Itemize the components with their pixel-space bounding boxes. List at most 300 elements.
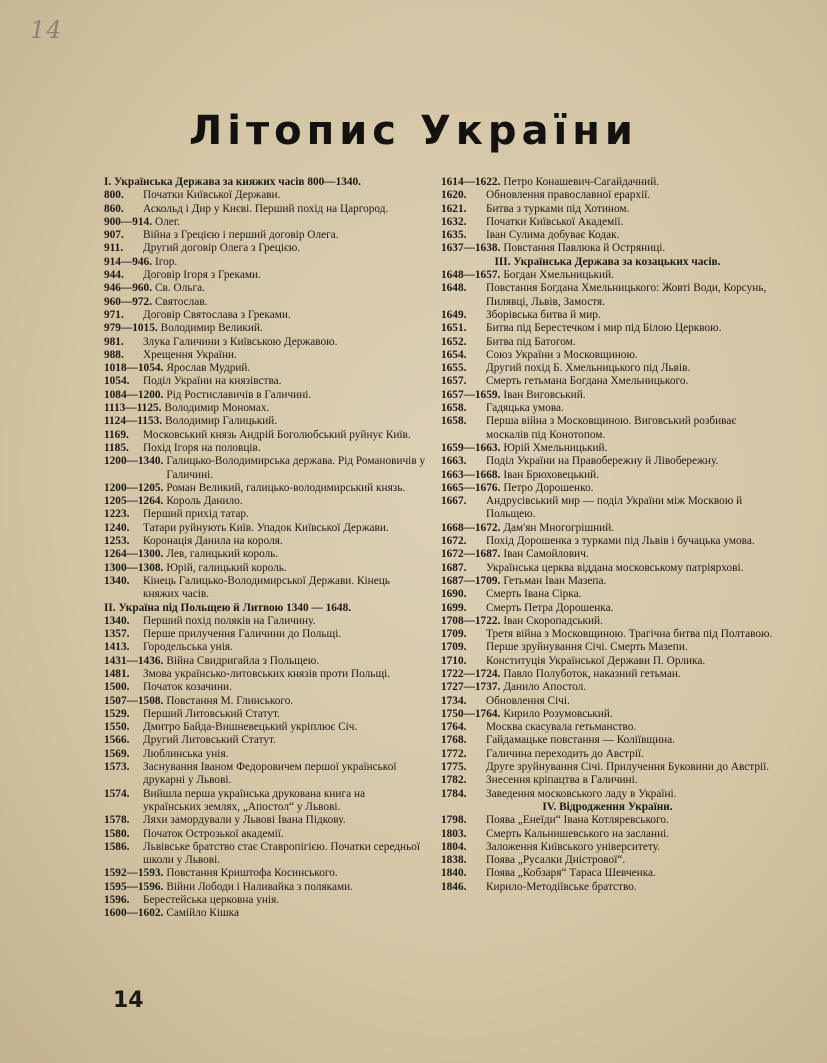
entry-text: Юрій, галицький король. [166,561,287,574]
entry-year: 1240. [104,521,130,534]
chronology-entry [104,455,426,482]
entry-text: Заложення Київського університету. [486,840,661,853]
entry-year: 1840. [441,867,467,880]
entry-year: 1667. [441,495,467,508]
entry-text: Битва під Батогом. [486,335,576,348]
entry-text: Ярослав Мудрий. [166,362,251,375]
entry-text: Городельська унія. [143,641,233,654]
entry-year: 1658. [441,402,467,415]
entry-text: Початки Київської Держави. [143,189,281,202]
chronology-entry [441,176,774,189]
entry-year: 1500. [104,681,130,694]
entry-text: Смерть Кальнишевського на засланні. [486,827,670,840]
entry-text: Коронація Данила на короля. [143,535,283,548]
entry-year: 800. [104,189,124,202]
chronology-entry [441,455,774,468]
section-heading [104,602,426,615]
entry-text: Іван Самойлович. [503,548,589,561]
entry-text: Аскольд і Дир у Києві. Перший похід на Царгород. [143,202,389,215]
entry-text: Поділ України на Правобережну й Лівобережну. [486,455,719,468]
entry-year: 1185. [104,441,129,454]
entry-text: Хрещення України. [143,348,237,361]
entry-text: Другий похід Б. Хмельницького під Львів. [486,362,691,375]
entry-year: 1655. [441,362,467,375]
entry-text: Початки Київської Академії. [486,215,624,228]
chronology-entry [441,362,774,375]
chronology-entry [104,628,426,641]
chronology-entry [104,402,426,415]
entry-text: Змова українсько-литовських князів проти Польщі. [143,667,391,680]
chronology-entry [104,881,426,894]
chronology-entry [441,203,774,216]
entry-year: 1708—1722. [441,614,501,627]
entry-text: Святослав. [155,295,208,308]
entry-year: 1637—1638. [441,242,501,255]
chronology-entry [104,655,426,668]
chronology-entry [104,216,426,229]
chronology-entry [104,349,426,362]
chronology-entry [441,615,774,628]
entry-text: Галичина переходить до Австрії. [486,747,644,760]
entry-year: 1648—1657. [441,269,501,282]
entry-year: 1340. [104,614,130,627]
entry-year: 1569. [104,747,130,760]
entry-text: Смерть Івана Сірка. [486,588,582,601]
entry-text: Договір Святослава з Греками. [143,308,291,321]
chronology-entry [441,641,774,654]
entry-year: 1804. [441,840,467,853]
chronology-entry [441,721,774,734]
entry-year: 1578. [104,814,130,827]
entry-text: Перша війна з Московщиною. Виговський розбиває москалів під Конотопом. [486,415,737,441]
chronology-entry [441,814,774,827]
entry-text: Зборівська битва й мир. [486,308,601,321]
chronology-entry [441,229,774,242]
entry-text: Петро Конашевич-Сагайдачний. [503,176,660,188]
entry-text: Повстання Криштофа Косинського. [166,867,338,880]
entry-text: Московський князь Андрій Боголюбський руйнує Київ. [143,428,411,441]
entry-text: Похід Дорошенка з турками під Львів і бучацька умова. [486,535,755,548]
page-number: 14 [113,988,144,1013]
chronology-entry [104,708,426,721]
entry-text: Злука Галичини з Київською Державою. [143,335,338,348]
chronology-entry [441,282,774,309]
entry-text: Дам'ян Многогрішний. [503,521,615,534]
entry-year: 1200—1205. [104,481,164,494]
chronology-column-left [104,176,426,921]
section-heading: III. Українська Держава за козацьких часів. [494,255,721,268]
entry-year: 1690. [441,588,467,601]
entry-year: 1657—1659. [441,388,501,401]
chronology-entry [441,668,774,681]
entry-text: Кирило-Методіївське братство. [486,880,637,893]
chronology-entry [104,814,426,827]
entry-year: 1750—1764. [441,707,501,720]
chronology-entry [104,748,426,761]
entry-year: 860. [104,202,124,215]
entry-text: Рід Ростиславичів в Галичині. [166,388,312,401]
entry-year: 1340. [104,574,130,587]
chronology-entry [441,854,774,867]
entry-text: Війни Лободи і Наливайка з поляками. [166,880,353,893]
entry-text: Битва під Берестечком і мир під Білою Церквою. [486,322,722,335]
entry-year: 1672. [441,535,467,548]
chronology-entry [104,389,426,402]
chronology-entry [441,375,774,388]
entry-year: 1566. [104,734,130,747]
entry-year: 944. [104,269,124,282]
chronology-entry [104,242,426,255]
entry-year: 1657. [441,375,467,388]
entry-year: 1413. [104,641,130,654]
entry-text: Українська церква віддана московському патріярхові. [486,561,744,574]
entry-text: Татари руйнують Київ. Упадок Київської Держави. [143,521,389,534]
entry-year: 946—960. [104,282,153,295]
entry-year: 1768. [441,734,467,747]
chronology-entry [104,362,426,375]
entry-text: Москва скасувала гетьманство. [486,721,637,734]
entry-text: Роман Великий, галицько-володимирський князь. [166,481,406,494]
chronology-entry [104,641,426,654]
chronology-entry [441,322,774,335]
chronology-entry [441,216,774,229]
entry-year: 1621. [441,202,467,215]
entry-year: 1775. [441,761,467,774]
entry-year: 1507—1508. [104,694,164,707]
chronology-entry [441,336,774,349]
chronology-entry [104,615,426,628]
entry-year: 1838. [441,854,467,867]
entry-text: Війна Свидригайла з Польщею. [166,654,320,667]
entry-year: 1727—1737. [441,681,501,694]
entry-text: Похід Ігоря на половців. [143,441,261,454]
entry-year: 1734. [441,694,467,707]
entry-text: Третя війна з Московщиною. Трагічна битва під Полтавою. [486,628,773,641]
chronology-entry [441,495,774,522]
page-title: Літопис України [189,108,638,154]
chronology-entry [104,894,426,907]
chronology-entry [104,336,426,349]
chronology-entry [441,469,774,482]
chronology-entry [104,907,426,920]
entry-text: Олег. [155,215,181,228]
entry-text: Повстання Богдана Хмельницького: Жовті Води, Корсунь, Пилявці, Львів, Замостя. [486,282,767,308]
entry-year: 1595—1596. [104,880,164,893]
chronology-entry [104,734,426,747]
entry-text: Ігор. [155,255,178,268]
chronology-entry [104,322,426,335]
chronology-entry [104,695,426,708]
entry-text: Договір Ігоря з Греками. [143,269,261,282]
entry-year: 1668—1672. [441,521,501,534]
entry-year: 1709. [441,628,467,641]
section-title: І. Українська Держава за княжих часів 800—1340. [104,176,361,188]
entry-text: Данило Апостол. [503,681,587,694]
chronology-entry [441,442,774,455]
entry-year: 1054. [104,375,130,388]
entry-text: Війна з Грецією і перший договір Олега. [143,229,339,242]
chronology-entry [441,867,774,880]
chronology-entry [104,841,426,868]
entry-year: 1710. [441,654,467,667]
entry-text: Початок Острозької академії. [143,827,284,840]
entry-text: Обновлення Січі. [486,694,570,707]
chronology-entry [441,575,774,588]
chronology-entry [104,535,426,548]
chronology-entry [104,296,426,309]
chronology-entry [441,535,774,548]
entry-text: Заснування Іваном Федоровичем першої української друкарні у Львові. [143,761,397,787]
entry-year: 1580. [104,827,130,840]
chronology-entry [104,668,426,681]
entry-text: Ляхи замордували у Львові Івана Підкову. [143,814,346,827]
chronology-entry [441,389,774,402]
chronology-entry [104,282,426,295]
section-title: II. Україна під Польщею й Литвою 1340 — 1648. [104,601,352,614]
chronology-entry [441,402,774,415]
chronology-entry [441,602,774,615]
entry-text: Гайдамацьке повстання — Коліївщина. [486,734,676,747]
entry-year: 1205—1264. [104,495,164,508]
entry-year: 1663—1668. [441,468,501,481]
section-heading: IV. Відродження України. [542,800,673,813]
entry-year: 1687—1709. [441,574,501,587]
entry-text: Самійло Кішка [166,907,240,920]
entry-year: 1722—1724. [441,667,501,680]
entry-text: Поява „Кобзаря“ Тараса Шевченка. [486,867,656,880]
chronology-entry [104,256,426,269]
entry-year: 1481. [104,667,130,680]
entry-year: 1431—1436. [104,654,164,667]
chronology-entry [104,189,426,202]
chronology-entry [441,562,774,575]
chronology-entry [441,242,774,255]
entry-year: 1782. [441,774,467,787]
entry-text: Берестейська церковна унія. [143,894,280,907]
entry-text: Петро Дорошенко. [503,481,594,494]
entry-year: 1649. [441,308,467,321]
entry-text: Люблинська унія. [143,747,229,760]
entry-text: Юрій Хмельницький. [503,441,608,454]
entry-text: Галицько-Володимирська держава. Рід Романовичів у Галичині. [166,455,426,481]
entry-text: Поява „Русалки Дністрової“. [486,854,626,867]
entry-text: Смерть Петра Дорошенка. [486,601,614,614]
chronology-entry [104,788,426,815]
chronology-entry [441,881,774,894]
chronology-entry [441,748,774,761]
entry-text: Повстання Павлюка й Остряниці. [503,242,666,255]
entry-year: 960—972. [104,295,153,308]
entry-text: Обновлення православної ерархії. [486,189,651,202]
entry-year: 1658. [441,415,467,428]
entry-text: Львівське братство стає Ставропігією. Початки середньої школи у Львові. [143,840,421,867]
entry-year: 1652. [441,335,467,348]
entry-year: 1529. [104,707,130,720]
entry-year: 1846. [441,880,467,893]
entry-text: Смерть гетьмана Богдана Хмельницького. [486,375,689,388]
chronology-entry [104,575,426,602]
entry-year: 1665—1676. [441,481,501,494]
entry-year: 1550. [104,721,130,734]
entry-year: 1798. [441,814,467,827]
entry-text: Перший похід поляків на Галичину. [143,614,316,627]
entry-text: Лев, галицький король. [166,548,279,561]
entry-text: Богдан Хмельницький. [503,269,614,282]
chronology-entry [441,482,774,495]
entry-year: 1200—1340. [104,455,164,468]
chronology-entry [104,548,426,561]
entry-text: Союз України з Московщиною. [486,348,638,361]
entry-text: Іван Брюховецький. [503,468,600,481]
entry-year: 1784. [441,787,467,800]
chronology-entry [441,522,774,535]
entry-year: 1596. [104,894,130,907]
chronology-entry [441,788,774,801]
entry-year: 1600—1602. [104,907,164,920]
entry-year: 1663. [441,455,467,468]
entry-text: Гетьман Іван Мазепа. [503,574,607,587]
entry-text: Поява „Енеїди“ Івана Котляревського. [486,814,669,827]
entry-text: Іван Виговський. [503,388,586,401]
chronology-entry [104,269,426,282]
entry-year: 1659—1663. [441,441,501,454]
entry-text: Перше прилучення Галичини до Польщі. [143,628,342,641]
chronology-entry [104,229,426,242]
chronology-entry [441,828,774,841]
entry-text: Перший прихід татар. [143,508,249,521]
chronology-entry [441,269,774,282]
entry-text: Битва з турками під Хотином. [486,202,630,215]
entry-text: Гадяцька умова. [486,402,564,415]
entry-year: 988. [104,348,124,361]
chronology-entry [441,695,774,708]
chronology-entry [104,681,426,694]
chronology-entry [104,375,426,388]
chronology-entry [441,774,774,787]
chronology-entry [441,309,774,322]
entry-text: Володимир Великий. [160,322,263,335]
entry-text: Іван Скоропадський. [503,614,603,627]
entry-year: 911. [104,242,124,255]
entry-year: 1648. [441,282,467,295]
entry-year: 1018—1054. [104,362,164,375]
chronology-entry [104,867,426,880]
entry-year: 1772. [441,747,467,760]
chronology-entry [441,708,774,721]
chronology-entry [441,189,774,202]
entry-text: Початок козачини. [143,681,232,694]
chronology-entry [441,761,774,774]
entry-text: Володимир Мономах. [164,402,270,415]
entry-year: 1084—1200. [104,388,164,401]
entry-year: 979—1015. [104,322,158,335]
entry-text: Заведення московського ладу в Україні. [486,787,677,800]
chronology-entry [441,349,774,362]
entry-year: 1124—1153. [104,415,163,428]
chronology-column-right [441,176,774,894]
entry-year: 1357. [104,628,130,641]
entry-year: 1300—1308. [104,561,164,574]
chronology-entry [104,203,426,216]
chronology-entry [104,828,426,841]
chronology-entry [104,562,426,575]
entry-year: 1223. [104,508,130,521]
entry-year: 1651. [441,322,467,335]
entry-year: 907. [104,229,124,242]
entry-year: 1586. [104,840,130,853]
chronology-entry [104,495,426,508]
chronology-entry [104,721,426,734]
chronology-entry [441,415,774,442]
entry-year: 1672—1687. [441,548,501,561]
entry-text: Вийшла перша українська друкована книга на українських землях, „Апостол“ у Львові. [143,787,366,813]
chronology-entry [104,309,426,322]
chronology-entry [441,681,774,694]
entry-text: Друге зруйнування Січі. Прилучення Буковини до Австрії. [486,761,770,774]
chronology-entry [104,415,426,428]
entry-year: 1573. [104,761,130,774]
entry-year: 1635. [441,229,467,242]
entry-year: 1620. [441,189,467,202]
chronology-entry [441,841,774,854]
entry-year: 1764. [441,721,467,734]
entry-year: 1687. [441,561,467,574]
entry-year: 900—914. [104,215,153,228]
entry-text: Кінець Галицько-Володимирської Держави. Кінець княжих часів. [143,574,390,601]
chronology-entry [104,508,426,521]
chronology-entry [441,655,774,668]
entry-text: Володимир Галицький. [165,415,278,428]
entry-text: Поділ України на князівства. [143,375,282,388]
entry-text: Конституція Української Держави П. Орлика. [486,654,706,667]
entry-year: 1113—1125. [104,402,162,415]
entry-text: Перше зруйнування Січі. Смерть Мазепи. [486,641,688,654]
entry-text: Дмитро Байда-Вишневецький укріплює Січ. [143,721,358,734]
entry-year: 1264—1300. [104,548,164,561]
entry-text: Повстання М. Глинського. [166,694,294,707]
entry-year: 914—946. [104,255,153,268]
entry-text: Король Данило. [166,495,243,508]
pencil-page-mark: 14 [30,16,63,44]
chronology-entry [104,522,426,535]
entry-year: 1574. [104,787,130,800]
entry-year: 1253. [104,535,130,548]
chronology-entry [104,482,426,495]
entry-year: 1699. [441,601,467,614]
chronology-entry [104,442,426,455]
chronology-entry [441,628,774,641]
entry-year: 1592—1593. [104,867,164,880]
entry-text: Другий Литовський Статут. [143,734,276,747]
entry-year: 1654. [441,348,467,361]
section-heading [104,176,426,189]
entry-text: Іван Сулима добуває Кодак. [486,229,620,242]
chronology-entry [441,548,774,561]
chronology-entry [441,588,774,601]
entry-year: 1709. [441,641,467,654]
entry-text: Андрусівський мир — поділ України між Москвою й Польщею. [486,495,743,521]
entry-text: Знесення кріпацтва в Галичині. [486,774,638,787]
entry-year: 1803. [441,827,467,840]
entry-year: 1614—1622. [441,176,501,188]
entry-text: Павло Полуботок, наказний гетьман. [503,667,681,680]
entry-year: 1632. [441,215,467,228]
entry-year: 971. [104,308,124,321]
entry-text: Перший Литовський Статут. [143,707,280,720]
entry-text: Кирило Розумовський. [503,707,613,720]
entry-text: Другий договір Олега з Грецією. [143,242,301,255]
chronology-entry [441,734,774,747]
